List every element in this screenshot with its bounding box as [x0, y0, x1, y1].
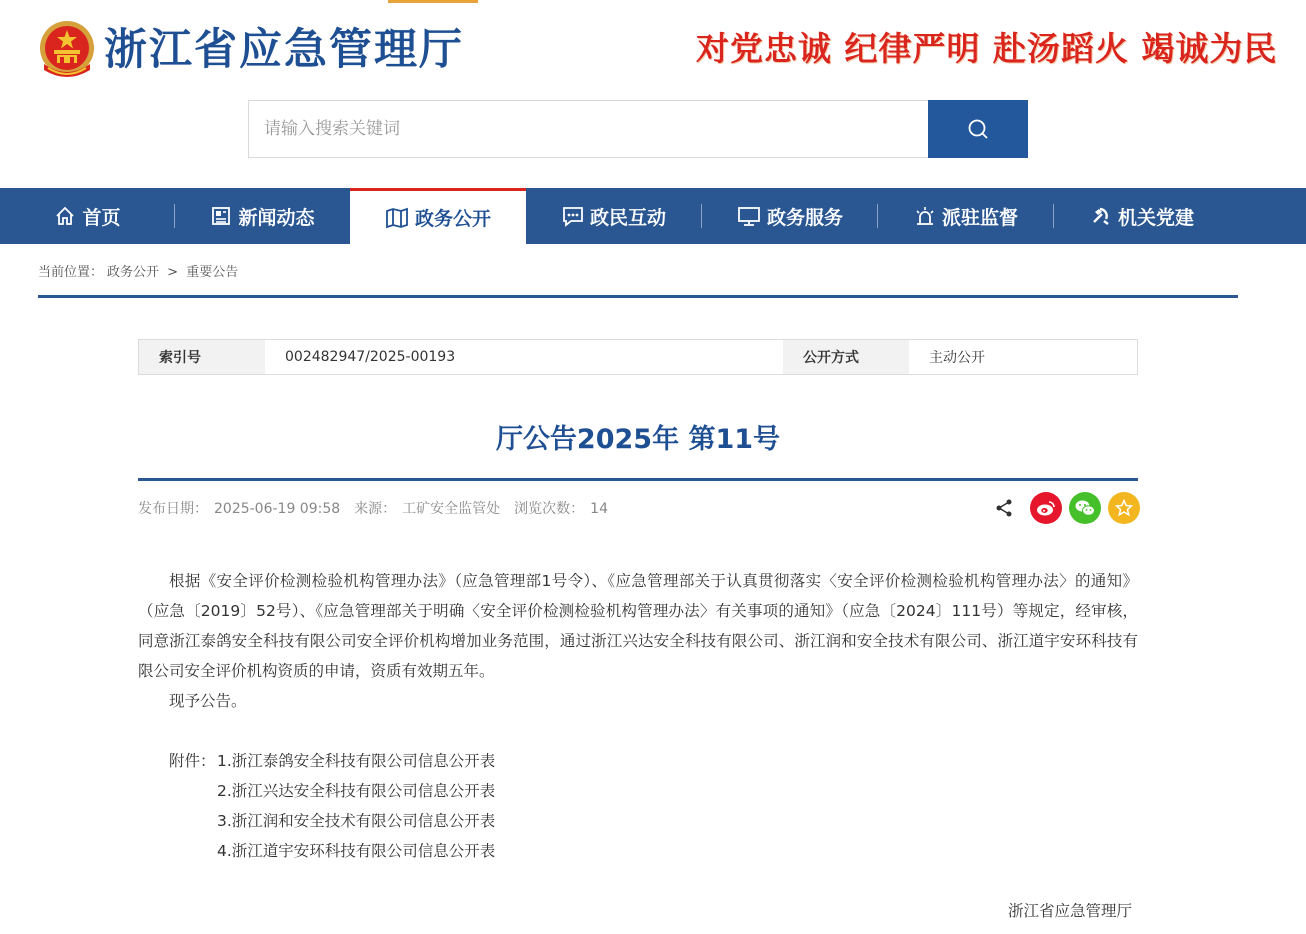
views-value: 14: [590, 501, 608, 517]
publish-mode-value: 主动公开: [909, 340, 1137, 374]
nav-item-label: 政民互动: [589, 206, 666, 229]
article-signature: 浙江省应急管理厅: [1008, 902, 1133, 920]
nav-divider: [1053, 204, 1054, 228]
publish-date-label: 发布日期：: [138, 501, 208, 517]
article-title: 厅公告2025年 第11号: [495, 424, 781, 455]
article-meta: [138, 498, 614, 518]
source-label: 来源：: [354, 501, 397, 517]
search-input[interactable]: [249, 101, 928, 157]
nav-item-label: 政务服务: [766, 206, 843, 229]
nav-divider: [174, 204, 175, 228]
search-button[interactable]: [928, 100, 1028, 158]
nav-item-supervision[interactable]: [878, 188, 1054, 244]
alarm-icon: [914, 205, 936, 227]
views-label: 浏览次数：: [514, 501, 585, 517]
breadcrumb: [38, 261, 242, 280]
wechat-icon: [1074, 498, 1096, 518]
nav-item-party-building[interactable]: [1054, 188, 1230, 244]
article-closing: 现予公告。: [169, 692, 247, 710]
nav-item-label: 首页: [82, 206, 121, 229]
title-divider: [138, 478, 1138, 481]
share-icon[interactable]: [994, 498, 1014, 518]
publish-date-value: 2025-06-19 09:58: [214, 501, 341, 517]
attachment-link[interactable]: 1.浙江泰鸽安全科技有限公司信息公开表: [217, 752, 496, 770]
search-icon: [967, 118, 989, 140]
share-bar: [994, 492, 1140, 524]
breadcrumb-item-gov-affairs[interactable]: 政务公开: [107, 265, 160, 280]
top-accent-bar: [388, 0, 478, 3]
favorite-icon: [1115, 499, 1133, 517]
source-value: 工矿安全监管处: [402, 501, 501, 517]
breadcrumb-prefix: 当前位置：: [38, 265, 104, 280]
main-nav: [0, 188, 1306, 244]
favorite-button[interactable]: [1108, 492, 1140, 524]
attachment-label: 附件：: [169, 752, 216, 770]
nav-divider: [877, 204, 878, 228]
index-number-value: 002482947/2025-00193: [265, 340, 783, 374]
search-box: [248, 100, 929, 158]
share-wechat-button[interactable]: [1069, 492, 1101, 524]
chat-icon: [562, 205, 584, 227]
book-icon: [385, 207, 409, 229]
nav-item-label: 机关党建: [1117, 206, 1194, 229]
nav-item-label: 新闻动态: [238, 206, 315, 229]
national-emblem-icon: [38, 20, 96, 80]
nav-item-label: 派驻监督: [941, 206, 1018, 229]
monitor-icon: [737, 205, 761, 227]
nav-item-label: 政务公开: [414, 208, 491, 230]
home-icon: [54, 205, 76, 227]
nav-item-news[interactable]: [175, 188, 350, 244]
document-meta-table: [138, 339, 1138, 375]
nav-item-interaction[interactable]: [526, 188, 702, 244]
nav-item-home[interactable]: [0, 188, 175, 244]
attachment-link[interactable]: 3.浙江润和安全技术有限公司信息公开表: [217, 812, 496, 830]
header-slogan: 对党忠诚 纪律严明 赴汤蹈火 竭诚为民: [696, 29, 1278, 68]
nav-item-gov-affairs[interactable]: [350, 188, 526, 244]
breadcrumb-separator: >: [167, 265, 179, 280]
nav-item-gov-service[interactable]: [702, 188, 878, 244]
weibo-icon: [1036, 499, 1056, 517]
share-weibo-button[interactable]: [1030, 492, 1062, 524]
index-number-label: 索引号: [139, 340, 265, 374]
party-icon: [1090, 205, 1112, 227]
attachment-link[interactable]: 4.浙江道宇安环科技有限公司信息公开表: [217, 842, 496, 860]
attachment-link[interactable]: 2.浙江兴达安全科技有限公司信息公开表: [217, 782, 496, 800]
nav-divider: [701, 204, 702, 228]
news-icon: [210, 205, 232, 227]
breadcrumb-divider: [38, 295, 1238, 298]
site-title: 浙江省应急管理厅: [104, 25, 464, 75]
breadcrumb-item-announcement[interactable]: 重要公告: [186, 265, 239, 280]
publish-mode-label: 公开方式: [783, 340, 909, 374]
article-body-paragraph: 根据《安全评价检测检验机构管理办法》（应急管理部1号令）、《应急管理部关于认真贯彻落实〈安全评价检测检验机构管理办法〉的通知》（应急〔2019〕52号）、《应急管理部关于明确〈安全评价检测检验机构管理办法〉有关事项的通知》（应急〔2024〕111号）等规定，经审核，同意浙江泰鸽安全科技有限公司安全评价机构增加业务范围，通过浙江兴达安全科技有限公司、浙江润和安全技术有限公司、浙江道宇安环科技有限公司安全评价机构资质的申请，资质有效期五年。: [138, 572, 1138, 680]
